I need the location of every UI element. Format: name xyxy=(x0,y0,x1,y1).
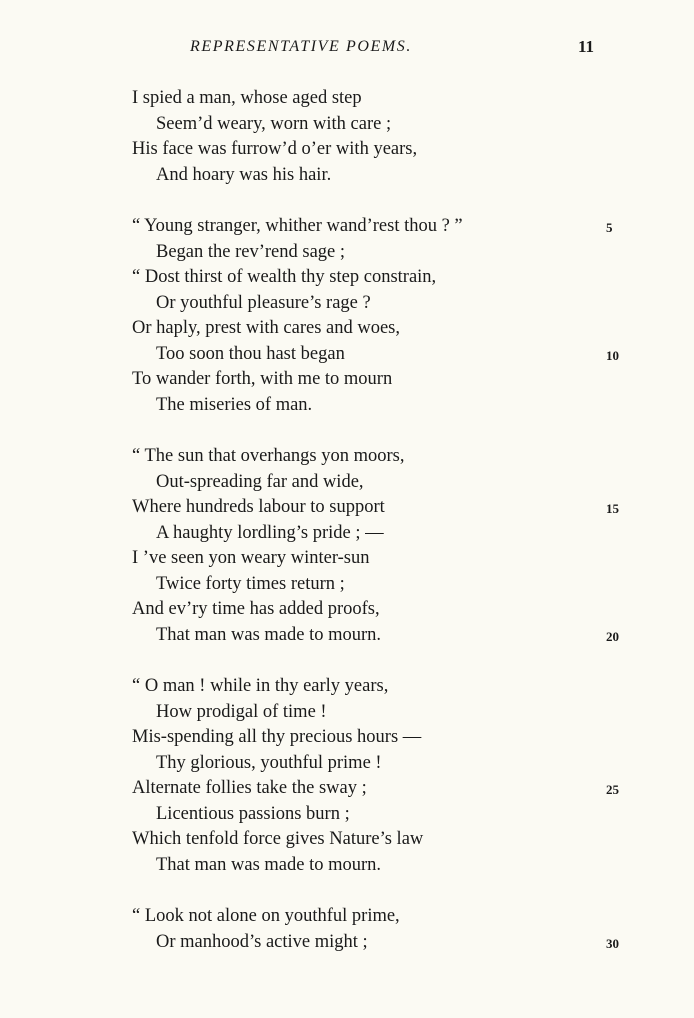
poem-line xyxy=(132,751,632,777)
poem-line xyxy=(132,291,632,317)
line-number: 30 xyxy=(606,935,619,951)
line-text: Alternate follies take the sway ; xyxy=(132,778,367,798)
line-text: “ Young stranger, whither wand’rest thou ? ” xyxy=(132,216,463,236)
stanza-2 xyxy=(132,214,632,418)
line-text: Or haply, prest with cares and woes, xyxy=(132,318,400,338)
poem-line xyxy=(132,674,632,700)
line-text: I ’ve seen yon weary winter-sun xyxy=(132,548,370,568)
line-text: “ Look not alone on youthful prime, xyxy=(132,906,400,926)
line-number: 20 xyxy=(606,628,619,644)
line-text: Seem’d weary, worn with care ; xyxy=(156,113,392,134)
poem-line xyxy=(132,904,632,930)
line-text: Or youthful pleasure’s rage ? xyxy=(156,292,371,313)
line-text: Licentious passions burn ; xyxy=(156,803,350,824)
poem-line xyxy=(132,265,632,291)
line-text: Twice forty times return ; xyxy=(156,573,345,594)
line-text: “ Dost thirst of wealth thy step constrain, xyxy=(132,267,437,287)
poem-line xyxy=(132,163,632,189)
stanza-5 xyxy=(132,904,632,955)
line-text: A haughty lordling’s pride ; — xyxy=(156,522,384,543)
line-text: The miseries of man. xyxy=(156,394,313,415)
poem-line xyxy=(132,393,632,419)
poem-line xyxy=(132,546,632,572)
stanza-4 xyxy=(132,674,632,878)
line-number: 15 xyxy=(606,501,619,516)
poem-line xyxy=(132,930,632,956)
poem-line xyxy=(132,86,632,112)
poem-line xyxy=(132,572,632,598)
poem-line xyxy=(132,495,632,521)
line-text: Thy glorious, youthful prime ! xyxy=(156,752,382,773)
line-text: And ev’ry time has added proofs, xyxy=(132,599,380,619)
line-text: Mis-spending all thy precious hours — xyxy=(132,727,422,747)
line-text: I spied a man, whose aged step xyxy=(132,88,362,108)
line-text: And hoary was his hair. xyxy=(156,164,332,185)
line-text: Began the rev’rend sage ; xyxy=(156,241,346,262)
line-text: Where hundreds labour to support xyxy=(132,497,385,517)
line-number: 5 xyxy=(606,220,613,235)
poem-line xyxy=(132,444,632,470)
line-number: 10 xyxy=(606,347,619,363)
line-text: “ The sun that overhangs yon moors, xyxy=(132,446,405,466)
poem-line xyxy=(132,623,632,649)
poem-line xyxy=(132,470,632,496)
poem-line xyxy=(132,137,632,163)
poem-line xyxy=(132,700,632,726)
line-text: How prodigal of time ! xyxy=(156,701,327,722)
line-text: “ O man ! while in thy early years, xyxy=(132,676,389,696)
poem-line xyxy=(132,240,632,266)
stanza-1 xyxy=(132,86,632,188)
line-number: 25 xyxy=(606,782,619,797)
poem-line xyxy=(132,597,632,623)
line-text: His face was furrow’d o’er with years, xyxy=(132,139,418,159)
poem-line xyxy=(132,521,632,547)
poem-line xyxy=(132,342,632,368)
line-text: To wander forth, with me to mourn xyxy=(132,369,393,389)
line-text: Out-spreading far and wide, xyxy=(156,471,364,492)
running-head xyxy=(0,38,694,62)
line-text: That man was made to mourn. xyxy=(156,854,382,875)
page-number: 11 xyxy=(578,37,595,56)
running-head-title: REPRESENTATIVE POEMS. xyxy=(190,38,413,55)
line-text: Which tenfold force gives Nature’s law xyxy=(132,829,424,849)
line-text: Too soon thou hast began xyxy=(156,343,345,364)
poem-line xyxy=(132,316,632,342)
poem-line xyxy=(132,776,632,802)
poem-line xyxy=(132,214,632,240)
poem-line xyxy=(132,112,632,138)
poem-line xyxy=(132,367,632,393)
line-text: That man was made to mourn. xyxy=(156,624,382,645)
poem-line xyxy=(132,725,632,751)
poem-line xyxy=(132,827,632,853)
poem-line xyxy=(132,802,632,828)
line-text: Or manhood’s active might ; xyxy=(156,931,368,952)
stanza-3 xyxy=(132,444,632,648)
poem-line xyxy=(132,853,632,879)
